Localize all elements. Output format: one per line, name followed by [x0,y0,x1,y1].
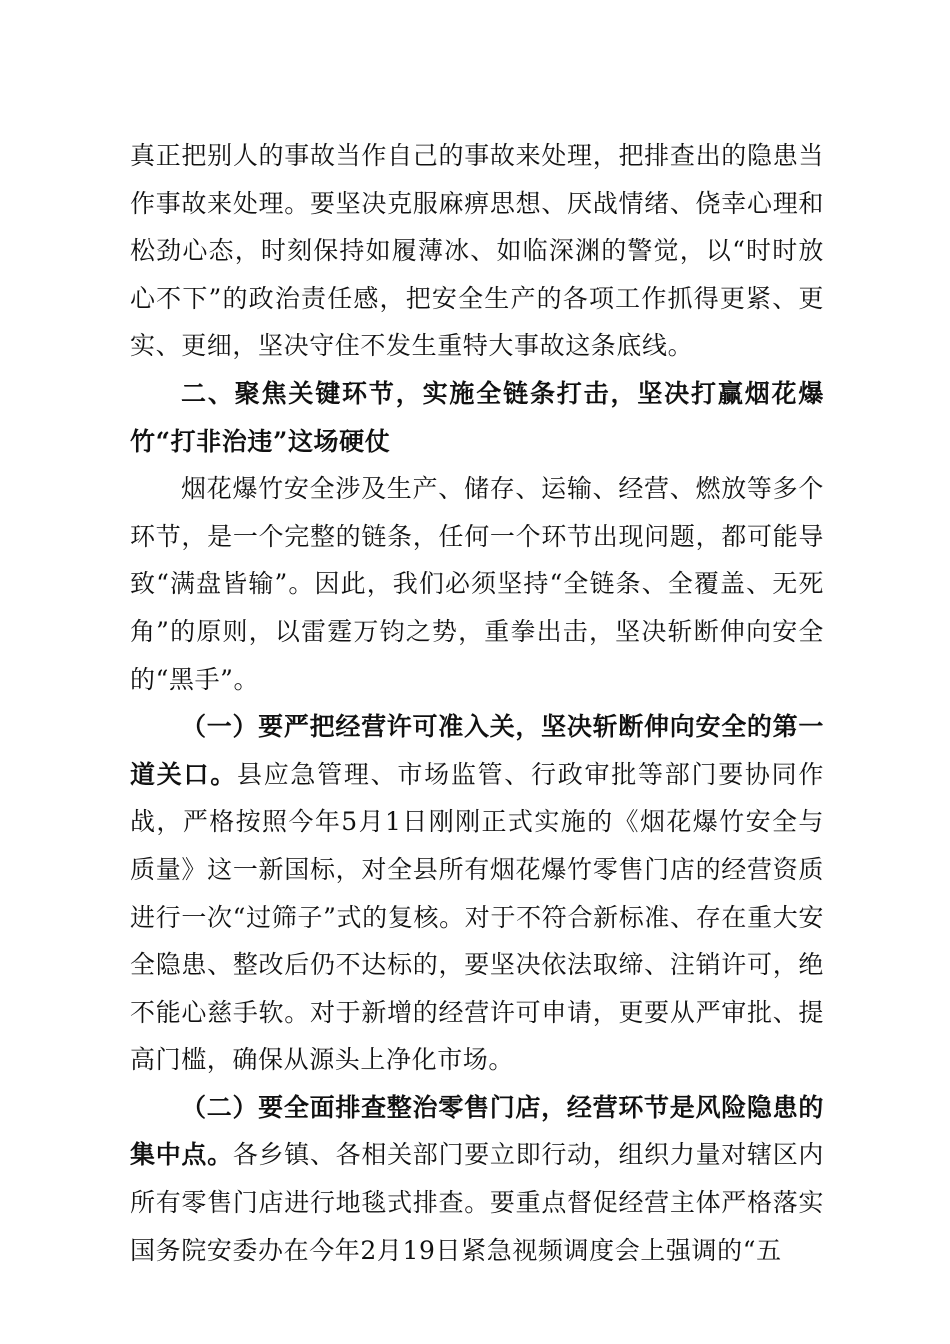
paragraph-full-chain: 烟花爆竹安全涉及生产、储存、运输、经营、燃放等多个环节，是一个完整的链条，任何一个环节出现问题，都可能导致“满盘皆输”。因此，我们必须坚持“全链条、全覆盖、无死角”的原则，以雷霆万钧之势，重拳出击，坚决斩断伸向安全的“黑手”。 [130,474,824,694]
item-one-lead: （一）要严把经营许可准入关，坚决斩断伸向安全的第一道关口。 [130,712,824,789]
paragraph-item-one [130,703,824,1084]
section-heading-two: 二、聚焦关键环节，实施全链条打击，坚决打赢烟花爆竹“打非治违”这场硬仗 [130,378,824,456]
document-page [130,132,824,1274]
paragraph-item-two [130,1084,824,1274]
item-two-body: 各乡镇、各相关部门要立即行动，组织力量对辖区内所有零售门店进行地毯式排查。要重点督促经营主体严格落实国务院安委办在今年2月19日紧急视频调度会上强调的“五 [130,1140,824,1265]
item-two-lead: （二）要全面排查整治零售门店，经营环节是风险隐患的集中点。 [130,1092,824,1170]
item-one-body: 县应急管理、市场监管、行政审批等部门要协同作战，严格按照今年5月1日刚刚正式实施的《烟花爆竹安全与质量》这一新国标，对全县所有烟花爆竹零售门店的经营资质进行一次“过筛子”式的复核。对于不符合新标准、存在重大安全隐患、整改后仍不达标的，要坚决依法取缔、注销许可，绝不能心慈手软。对于新增的经营许可申请，更要从严审批、提高门槛，确保从源头上净化市场。 [130,759,825,1075]
paragraph-continuation: 真正把别人的事故当作自己的事故来处理，把排查出的隐患当作事故来处理。要坚决克服麻痹思想、厌战情绪、侥幸心理和松劲心态，时刻保持如履薄冰、如临深渊的警觉，以“时时放心不下”的政治责任感，把安全生产的各项工作抓得更紧、更实、更细，坚决守住不发生重特大事故这条底线。 [130,141,824,361]
